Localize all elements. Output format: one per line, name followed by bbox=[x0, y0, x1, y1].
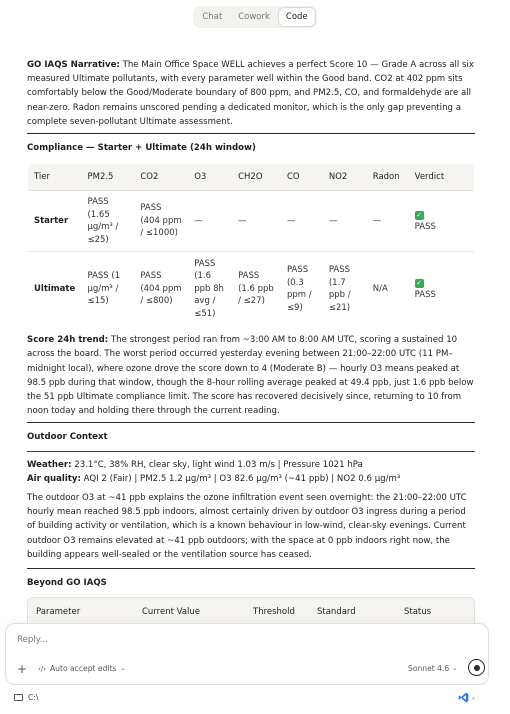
air-quality-line bbox=[27, 472, 475, 486]
pm25-cell: PASS (1 µg/m³ / ≤15) bbox=[87, 271, 121, 307]
workspace-footer[interactable] bbox=[14, 693, 38, 702]
divider bbox=[27, 422, 475, 423]
radon-cell: N/A bbox=[372, 283, 388, 294]
verdict-cell bbox=[409, 191, 475, 252]
col-header: CO bbox=[281, 164, 323, 191]
col-header: Verdict bbox=[409, 164, 475, 191]
ch2o-cell: PASS (1.6 ppb / ≤27) bbox=[238, 271, 274, 307]
outdoor-paragraph: The outdoor O3 at ~41 ppb explains the ozone infiltration event seen overnight: the 21:00–22:00 UTC hourly mean reached 98.5 ppb indoors, almost certainly driven by outdoor O3 ingress during a period of building activity or ventilation, which is a known behaviour in low-wind, clear-sky evenings. Current outdoor O3 remains elevated at ~41 ppb outdoors; with the space at 0 ppb indoors right now, the building appears well-sealed or the ventilation source has ceased. bbox=[27, 493, 467, 560]
code-icon: ‹/› bbox=[38, 664, 46, 673]
co2-cell: PASS (404 ppm / ≤800) bbox=[140, 271, 182, 307]
chevron-down-icon: ⌄ bbox=[120, 665, 126, 672]
workspace-path: C:\ bbox=[28, 693, 39, 702]
auto-accept-toggle[interactable] bbox=[38, 664, 125, 673]
beyond-table-header bbox=[27, 597, 475, 625]
o3-cell: — bbox=[188, 191, 232, 252]
col-header: Parameter bbox=[36, 606, 81, 617]
compliance-title: Compliance — Starter + Ultimate (24h window) bbox=[27, 143, 256, 154]
ch2o-cell: — bbox=[232, 191, 281, 252]
reply-input[interactable] bbox=[17, 635, 457, 645]
col-header: PM2.5 bbox=[81, 164, 134, 191]
check-icon: ✓ bbox=[416, 278, 423, 287]
trend-label: Score 24h trend: bbox=[27, 335, 109, 346]
stop-icon bbox=[474, 665, 480, 671]
tab-code[interactable]: Code bbox=[279, 8, 315, 26]
co-cell: — bbox=[281, 191, 323, 252]
beyond-title: Beyond GO IAQS bbox=[27, 578, 107, 589]
co-cell: PASS (0.3 ppm / ≤9) bbox=[286, 265, 312, 313]
model-label: Sonnet 4.6 bbox=[408, 664, 450, 673]
col-header: CH2O bbox=[232, 164, 281, 191]
weather-text: 23.1°C, 38% RH, clear sky, light wind 1.03 m/s | Pressure 1021 hPa bbox=[71, 459, 363, 470]
col-header: Current Value bbox=[142, 606, 200, 617]
divider bbox=[27, 451, 475, 452]
outdoor-title: Outdoor Context bbox=[27, 432, 108, 443]
check-icon: ✓ bbox=[416, 210, 423, 219]
chevron-down-icon: ⌄ bbox=[452, 665, 458, 672]
col-header: Radon bbox=[367, 164, 409, 191]
tier-cell: Starter bbox=[28, 191, 82, 252]
no2-cell: — bbox=[323, 191, 367, 252]
trend-text: The strongest period ran from ~3:00 AM to 8:00 AM UTC, scoring a sustained 10 across the board. The worst period occurred yesterday evening between 21:00–22:00 UTC (11 PM–midnight local), where ozone drove the score down to 4 (Moderate B) — hourly O3 means peaked at 98.5 ppb during that window, though the 8-hour rolling average peaked at 49.4 ppb, just 1.6 ppb below the 51 ppb Ultimate compliance limit. The score has recovered decisively since, returning to 10 from noon today and holding there through the current reading. bbox=[27, 335, 474, 417]
compliance-table bbox=[27, 163, 475, 327]
trend-paragraph bbox=[27, 333, 475, 418]
tier-cell: Ultimate bbox=[34, 283, 76, 294]
pm25-cell: PASS (1.65 µg/m³ / ≤25) bbox=[81, 191, 134, 252]
air-quality-label: Air quality: bbox=[27, 473, 81, 484]
table-row bbox=[28, 191, 475, 252]
vscode-icon bbox=[458, 692, 469, 703]
stop-button[interactable] bbox=[468, 659, 485, 676]
add-attachment-button[interactable]: + bbox=[17, 662, 28, 676]
chevron-down-icon: ⌄ bbox=[471, 694, 477, 701]
o3-cell: PASS (1.6 ppb 8h avg / ≤51) bbox=[194, 258, 224, 319]
col-header: Threshold bbox=[253, 606, 295, 617]
col-header: NO2 bbox=[323, 164, 367, 191]
table-row bbox=[28, 252, 475, 327]
tab-cowork[interactable]: Cowork bbox=[238, 12, 270, 22]
message-content bbox=[27, 58, 475, 625]
co2-cell: PASS (404 ppm / ≤1000) bbox=[134, 191, 188, 252]
col-header: Tier bbox=[28, 164, 82, 191]
air-quality-text: AQI 2 (Fair) | PM2.5 1.2 µg/m³ | O3 82.6 µg/m³ (~41 ppb) | NO2 0.6 µg/m³ bbox=[80, 473, 401, 484]
narrative-text: The Main Office Space WELL achieves a perfect Score 10 — Grade A across all six measured Ultimate pollutants, with every parameter well within the Good band. CO2 at 402 ppm sits comfortably below the Good/Moderate boundary of 800 ppm, and PM2.5, CO, and formaldehyde are all near-zero. Radon remains unscored pending a dedicated monitor, which is the only gap preventing a complete seven-pollutant Ultimate assessment. bbox=[27, 60, 474, 127]
radon-cell: — bbox=[367, 191, 409, 252]
verdict-label: PASS bbox=[414, 222, 436, 233]
col-header: Status bbox=[404, 606, 432, 617]
narrative-label: GO IAQS Narrative: bbox=[27, 60, 120, 70]
compliance-header-row bbox=[28, 164, 475, 191]
tab-chat[interactable]: Chat bbox=[202, 12, 223, 22]
divider bbox=[27, 133, 475, 134]
composer bbox=[5, 623, 489, 685]
col-header: CO2 bbox=[134, 164, 188, 191]
verdict-cell bbox=[409, 252, 475, 327]
no2-cell: PASS (1.7 ppb / ≤21) bbox=[328, 265, 351, 313]
weather-label: Weather: bbox=[27, 459, 72, 470]
auto-accept-label: Auto accept edits bbox=[49, 664, 117, 673]
verdict-label: PASS bbox=[414, 290, 436, 301]
weather-line bbox=[27, 458, 475, 472]
mode-tabs bbox=[193, 6, 316, 28]
col-header: Standard bbox=[317, 606, 356, 617]
vscode-menu[interactable] bbox=[458, 692, 476, 703]
mode-tabbar bbox=[0, 0, 510, 34]
col-header: O3 bbox=[188, 164, 232, 191]
monitor-icon bbox=[14, 694, 23, 701]
narrative-paragraph bbox=[27, 58, 475, 129]
divider bbox=[27, 568, 475, 569]
model-selector[interactable] bbox=[408, 664, 457, 673]
